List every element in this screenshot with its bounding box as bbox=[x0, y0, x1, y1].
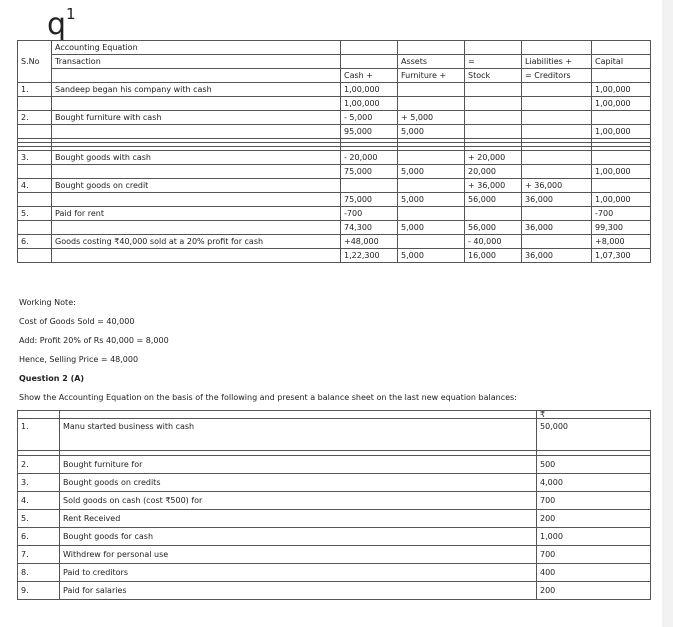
table-row bbox=[18, 492, 651, 510]
furniture-cell: + 5,000 bbox=[398, 111, 465, 125]
cash-cell: - 20,000 bbox=[341, 151, 398, 165]
cash-cell: - 5,000 bbox=[341, 111, 398, 125]
stock-cell: 56,000 bbox=[465, 193, 522, 207]
furniture-cell: 5,000 bbox=[398, 165, 465, 179]
row-sno: 3. bbox=[18, 151, 52, 165]
working-note-line: Hence, Selling Price = 48,000 bbox=[19, 355, 139, 364]
row-text: Paid for salaries bbox=[60, 582, 537, 600]
row-transaction: Bought furniture with cash bbox=[52, 111, 341, 125]
capital-cell: 1,00,000 bbox=[592, 165, 651, 179]
header-sno: S.No bbox=[18, 41, 52, 83]
row-sno: 1. bbox=[18, 419, 60, 451]
row-transaction: Sandeep began his company with cash bbox=[52, 83, 341, 97]
capital-cell: 1,00,000 bbox=[592, 193, 651, 207]
stock-cell: + 20,000 bbox=[465, 151, 522, 165]
accounting-equation-table bbox=[17, 40, 651, 263]
row-text: Manu started business with cash bbox=[60, 419, 537, 451]
capital-cell: -700 bbox=[592, 207, 651, 221]
cash-cell: 1,22,300 bbox=[341, 249, 398, 263]
table-row bbox=[18, 111, 651, 125]
header-equals: = bbox=[465, 55, 522, 69]
header-capital: Capital bbox=[592, 55, 651, 69]
row-transaction: Bought goods on credit bbox=[52, 179, 341, 193]
table-row bbox=[18, 411, 651, 419]
working-note-title: Working Note: bbox=[19, 298, 76, 307]
table-row bbox=[18, 249, 651, 263]
table-row bbox=[18, 165, 651, 179]
stock-cell: 56,000 bbox=[465, 221, 522, 235]
row-text: Sold goods on cash (cost ₹500) for bbox=[60, 492, 537, 510]
cash-cell: +48,000 bbox=[341, 235, 398, 249]
row-text: Paid to creditors bbox=[60, 564, 537, 582]
row-sno: 3. bbox=[18, 474, 60, 492]
row-amount: 400 bbox=[537, 564, 651, 582]
header-creditors: = Creditors bbox=[522, 69, 592, 83]
row-sno: 5. bbox=[18, 510, 60, 528]
capital-cell: 99,300 bbox=[592, 221, 651, 235]
header-stock: Stock bbox=[465, 69, 522, 83]
table-row bbox=[18, 564, 651, 582]
creditors-cell: 36,000 bbox=[522, 221, 592, 235]
header-cash: Cash + bbox=[341, 69, 398, 83]
row-amount: 1,000 bbox=[537, 528, 651, 546]
table-row bbox=[18, 510, 651, 528]
working-note-line: Cost of Goods Sold = 40,000 bbox=[19, 317, 135, 326]
page-edge bbox=[662, 0, 673, 627]
furniture-cell: 5,000 bbox=[398, 249, 465, 263]
row-transaction: Goods costing ₹40,000 sold at a 20% profit for cash bbox=[52, 235, 341, 249]
capital-cell: 1,00,000 bbox=[592, 125, 651, 139]
table-row bbox=[18, 83, 651, 97]
row-sno: 8. bbox=[18, 564, 60, 582]
cash-cell: 1,00,000 bbox=[341, 97, 398, 111]
row-amount: 500 bbox=[537, 456, 651, 474]
row-text: Rent Received bbox=[60, 510, 537, 528]
row-transaction: Paid for rent bbox=[52, 207, 341, 221]
table-row bbox=[18, 474, 651, 492]
row-text: Bought goods for cash bbox=[60, 528, 537, 546]
table-row bbox=[18, 97, 651, 111]
cash-cell: 95,000 bbox=[341, 125, 398, 139]
cash-cell: 74,300 bbox=[341, 221, 398, 235]
table-row bbox=[18, 151, 651, 165]
table-row bbox=[18, 179, 651, 193]
capital-cell: 1,00,000 bbox=[592, 83, 651, 97]
row-sno: 5. bbox=[18, 207, 52, 221]
row-sno: 1. bbox=[18, 83, 52, 97]
row-sno: 2. bbox=[18, 456, 60, 474]
row-sno: 6. bbox=[18, 528, 60, 546]
stock-cell: - 40,000 bbox=[465, 235, 522, 249]
table-row bbox=[18, 456, 651, 474]
row-text: Withdrew for personal use bbox=[60, 546, 537, 564]
creditors-cell: 36,000 bbox=[522, 193, 592, 207]
table-row bbox=[18, 125, 651, 139]
stock-cell: 16,000 bbox=[465, 249, 522, 263]
row-sno: 7. bbox=[18, 546, 60, 564]
table-row bbox=[18, 193, 651, 207]
table-row bbox=[18, 55, 651, 69]
furniture-cell: 5,000 bbox=[398, 125, 465, 139]
table-title: Accounting Equation bbox=[52, 41, 341, 55]
stock-cell: 20,000 bbox=[465, 165, 522, 179]
table-row bbox=[18, 41, 651, 55]
header-liabilities: Liabilities + bbox=[522, 55, 592, 69]
table-row bbox=[18, 207, 651, 221]
working-note-line: Add: Profit 20% of Rs 40,000 = 8,000 bbox=[19, 336, 169, 345]
row-transaction: Bought goods with cash bbox=[52, 151, 341, 165]
stock-cell: + 36,000 bbox=[465, 179, 522, 193]
table-row bbox=[18, 582, 651, 600]
cash-cell: -700 bbox=[341, 207, 398, 221]
header-furniture: Furniture + bbox=[398, 69, 465, 83]
creditors-cell: + 36,000 bbox=[522, 179, 592, 193]
row-amount: 4,000 bbox=[537, 474, 651, 492]
row-sno: 4. bbox=[18, 492, 60, 510]
row-sno: 9. bbox=[18, 582, 60, 600]
row-sno: 6. bbox=[18, 235, 52, 249]
furniture-cell: 5,000 bbox=[398, 193, 465, 207]
question2-title: Question 2 (A) bbox=[19, 374, 85, 383]
question2-table bbox=[17, 410, 651, 600]
furniture-cell: 5,000 bbox=[398, 221, 465, 235]
table-row bbox=[18, 221, 651, 235]
capital-cell: 1,00,000 bbox=[592, 97, 651, 111]
capital-cell: 1,07,300 bbox=[592, 249, 651, 263]
row-sno: 4. bbox=[18, 179, 52, 193]
row-amount: 700 bbox=[537, 546, 651, 564]
row-amount: 700 bbox=[537, 492, 651, 510]
table-row bbox=[18, 419, 651, 451]
table-row bbox=[18, 235, 651, 249]
cash-cell: 75,000 bbox=[341, 193, 398, 207]
table-row bbox=[18, 528, 651, 546]
row-text: Bought goods on credits bbox=[60, 474, 537, 492]
header-transaction: Transaction bbox=[52, 55, 341, 69]
question-superscript: 1 bbox=[66, 5, 76, 23]
row-text: Bought furniture for bbox=[60, 456, 537, 474]
row-amount: 50,000 bbox=[537, 419, 651, 451]
capital-cell: +8,000 bbox=[592, 235, 651, 249]
currency-header: ₹ bbox=[537, 411, 651, 419]
row-sno: 2. bbox=[18, 111, 52, 125]
cash-cell: 1,00,000 bbox=[341, 83, 398, 97]
cash-cell: 75,000 bbox=[341, 165, 398, 179]
table-row bbox=[18, 546, 651, 564]
question2-instruction: Show the Accounting Equation on the basis of the following and present a balance sheet on the last new equation balances: bbox=[19, 393, 517, 402]
header-assets: Assets bbox=[398, 55, 465, 69]
question-heading bbox=[47, 2, 76, 41]
row-amount: 200 bbox=[537, 582, 651, 600]
creditors-cell: 36,000 bbox=[522, 249, 592, 263]
table-row bbox=[18, 69, 651, 83]
question-number: q bbox=[47, 7, 67, 42]
row-amount: 200 bbox=[537, 510, 651, 528]
